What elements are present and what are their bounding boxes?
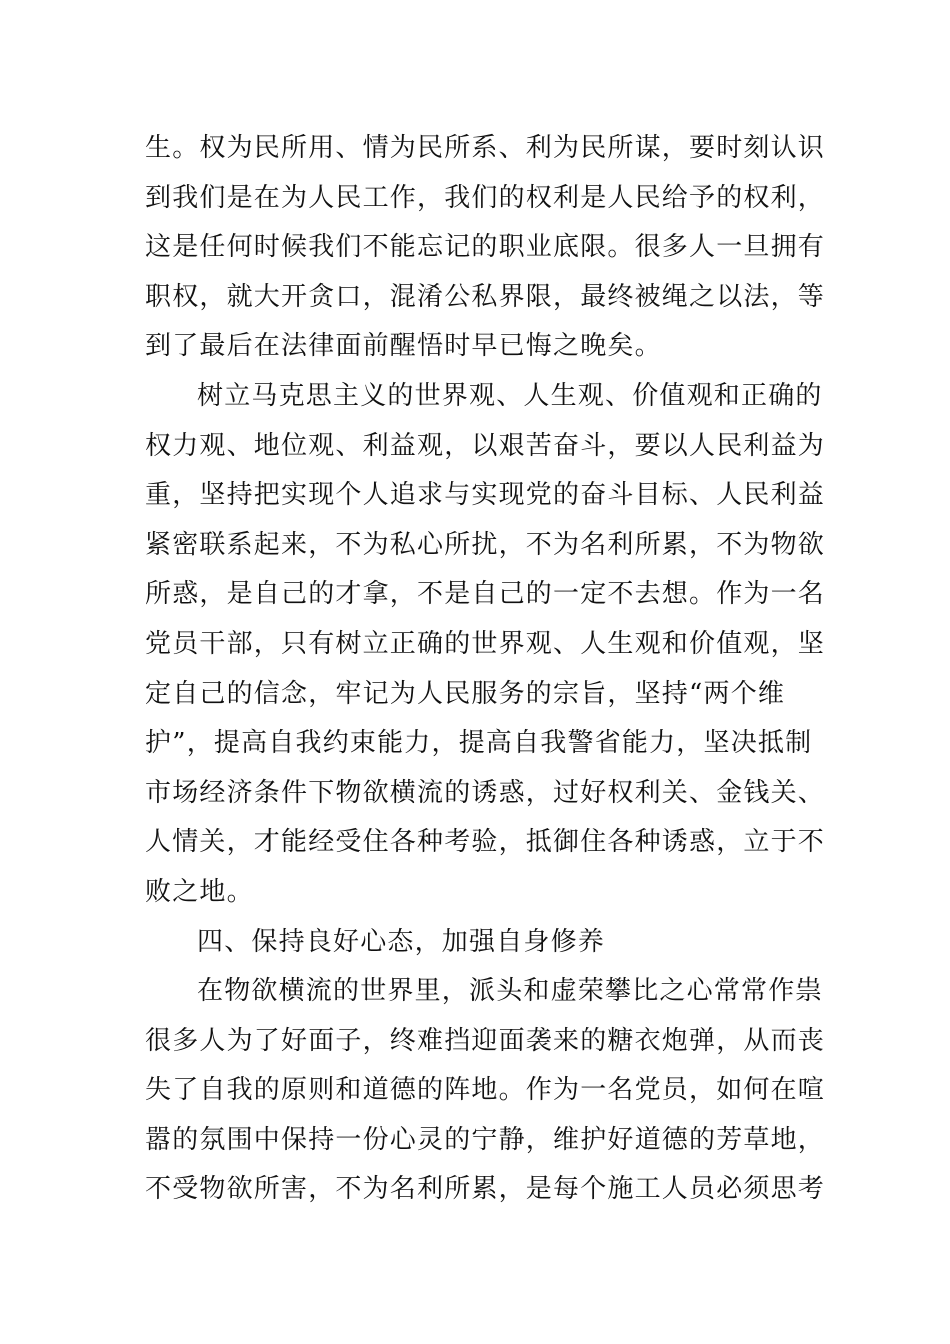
text-line-4: 职权，就大开贪口，混淆公私界限，最终被绳之以法，等	[145, 281, 826, 312]
text-line-22: 不受物欲所害，不为名利所累，是每个施工人员必须思考	[145, 1174, 826, 1205]
text-line-6: 树立马克思主义的世界观、人生观、价值观和正确的	[197, 380, 823, 411]
document-body	[145, 124, 826, 1215]
text-line-10: 所惑，是自己的才拿，不是自己的一定不去想。作为一名	[145, 579, 826, 610]
text-line-20: 失了自我的原则和道德的阵地。作为一名党员，如何在喧	[145, 1075, 826, 1106]
text-line-3: 这是任何时候我们不能忘记的职业底限。很多人一旦拥有	[145, 232, 826, 263]
text-line-21: 嚣的氛围中保持一份心灵的宁静，维护好道德的芳草地，	[145, 1124, 826, 1155]
text-line-16: 败之地。	[145, 876, 254, 907]
text-line-5: 到了最后在法律面前醒悟时早已悔之晚矣。	[145, 331, 662, 362]
text-line-12: 定自己的信念，牢记为人民服务的宗旨，坚持“两个维	[145, 678, 786, 709]
text-line-11: 党员干部，只有树立正确的世界观、人生观和价值观，坚	[145, 628, 826, 659]
text-line-18: 在物欲横流的世界里，派头和虚荣攀比之心常常作祟	[197, 976, 823, 1007]
text-line-19: 很多人为了好面子，终难挡迎面袭来的糖衣炮弹，从而丧	[145, 1025, 826, 1056]
text-line-8: 重，坚持把实现个人追求与实现党的奋斗目标、人民利益	[145, 480, 826, 511]
text-line-13: 护”，提高自我约束能力，提高自我警省能力，坚决抵制	[145, 728, 813, 759]
text-line-15: 人情关，才能经受住各种考验，抵御住各种诱惑，立于不	[145, 827, 826, 858]
text-line-2: 到我们是在为人民工作，我们的权利是人民给予的权利，	[145, 182, 826, 213]
text-line-7: 权力观、地位观、利益观，以艰苦奋斗，要以人民利益为	[145, 430, 826, 461]
text-line-14: 市场经济条件下物欲横流的诱惑，过好权利关、金钱关、	[145, 777, 826, 808]
text-line-1: 生。权为民所用、情为民所系、利为民所谋，要时刻认识	[145, 133, 826, 163]
text-line-9: 紧密联系起来，不为私心所扰，不为名利所累，不为物欲	[145, 529, 826, 560]
section-heading: 四、保持良好心态，加强自身修养	[197, 926, 606, 957]
